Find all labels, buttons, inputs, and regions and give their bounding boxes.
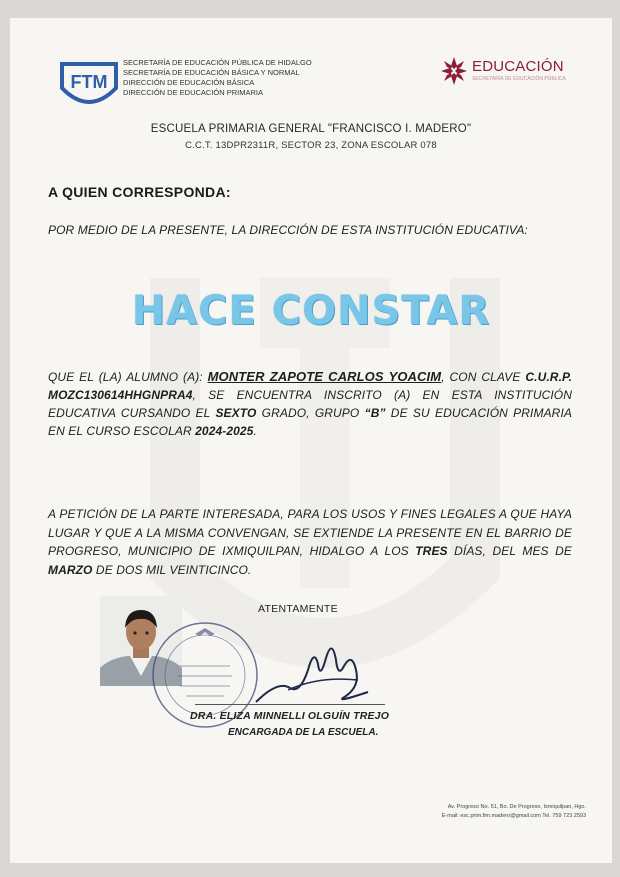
ftm-logo	[58, 58, 120, 110]
footer-contact	[442, 803, 586, 821]
header-line: SECRETARÍA DE EDUCACIÓN BÁSICA Y NORMAL	[123, 68, 300, 77]
enrollment-paragraph	[48, 368, 572, 440]
handwritten-signature	[248, 630, 383, 710]
petition-text: A PETICIÓN DE LA PARTE INTERESADA, PARA LOS USOS Y FINES LEGALES A QUE HAYA LUGAR Y QUE A LA MISMA CONVENGAN, SE EXTIENDE LA PRESENTE EN EL BARRIO DE PROGRESO, MUNICIPIO DE IXMIQUILPAN, HIDALGO A LOS	[48, 507, 572, 558]
header-institution-lines	[123, 58, 363, 98]
signer-role: ENCARGADA DE LA ESCUELA.	[228, 727, 379, 738]
greeting: A QUIEN CORRESPONDA:	[48, 184, 231, 200]
signature-line	[195, 704, 385, 705]
ftm-logo-text: FTM	[70, 72, 108, 92]
student-name: MONTER ZAPOTE CARLOS YOACIM	[207, 369, 442, 384]
body-text: DE SU EDUCACIÓN PRIMARIA EN EL CURSO ESCOLAR	[48, 406, 572, 438]
closing-text: ATENTAMENTE	[258, 603, 338, 615]
school-cct: C.C.T. 13DPR2311R, SECTOR 23, ZONA ESCOLAR 078	[185, 140, 437, 151]
body-text: GRADO, GRUPO	[256, 406, 365, 420]
group-value: “B”	[364, 406, 386, 420]
footer-email-phone: E-mail: esc.prim.fim.madero@gmail.com Tel. 759 723 2593	[441, 813, 586, 819]
header-line: SECRETARÍA DE EDUCACIÓN PÚBLICA DE HIDALGO	[123, 58, 312, 67]
intro-paragraph: POR MEDIO DE LA PRESENTE, LA DIRECCIÓN DE ESTA INSTITUCIÓN EDUCATIVA:	[48, 223, 528, 237]
body-text: , SE ENCUENTRA INSCRITO (A) EN ESTA INSTITUCIÓN EDUCATIVA CURSANDO EL	[48, 388, 572, 420]
petition-text: DE DOS MIL VEINTICINCO.	[92, 562, 252, 577]
certificate-page	[10, 18, 612, 863]
star-emblem-icon	[440, 56, 468, 86]
header-line: DIRECCIÓN DE EDUCACIÓN PRIMARIA	[123, 88, 264, 97]
petition-paragraph	[48, 505, 572, 579]
header-line: DIRECCIÓN DE EDUCACIÓN BÁSICA	[123, 78, 255, 87]
educacion-logo	[440, 56, 580, 96]
signer-name: DRA. ELIZA MINNELLI OLGUÍN TREJO	[190, 710, 390, 722]
grade-value: SEXTO	[215, 406, 257, 420]
month-value: MARZO	[48, 562, 93, 577]
school-year: 2024-2025	[195, 424, 254, 438]
day-value: TRES	[415, 544, 448, 558]
petition-text: DÍAS, DEL MES DE	[447, 544, 572, 558]
body-text: QUE EL (LA) ALUMNO (A):	[48, 370, 208, 384]
educacion-logo-word: EDUCACIÓN	[472, 58, 564, 75]
curp-value: MOZC130614HHGNPRA4	[48, 388, 193, 402]
school-name: ESCUELA PRIMARIA GENERAL "FRANCISCO I. MADERO"	[150, 123, 472, 135]
footer-address: Av. Progreso No. 51, Bo. De Progreso, Ixmiquilpan, Hgo.	[447, 804, 586, 810]
body-text: .	[253, 424, 257, 438]
educacion-logo-subtitle: SECRETARÍA DE EDUCACIÓN PÚBLICA	[472, 76, 566, 82]
curp-label: C.U.R.P.	[525, 370, 572, 384]
document-title: HACE CONSTAR	[131, 288, 491, 334]
body-text: , CON CLAVE	[441, 370, 526, 384]
